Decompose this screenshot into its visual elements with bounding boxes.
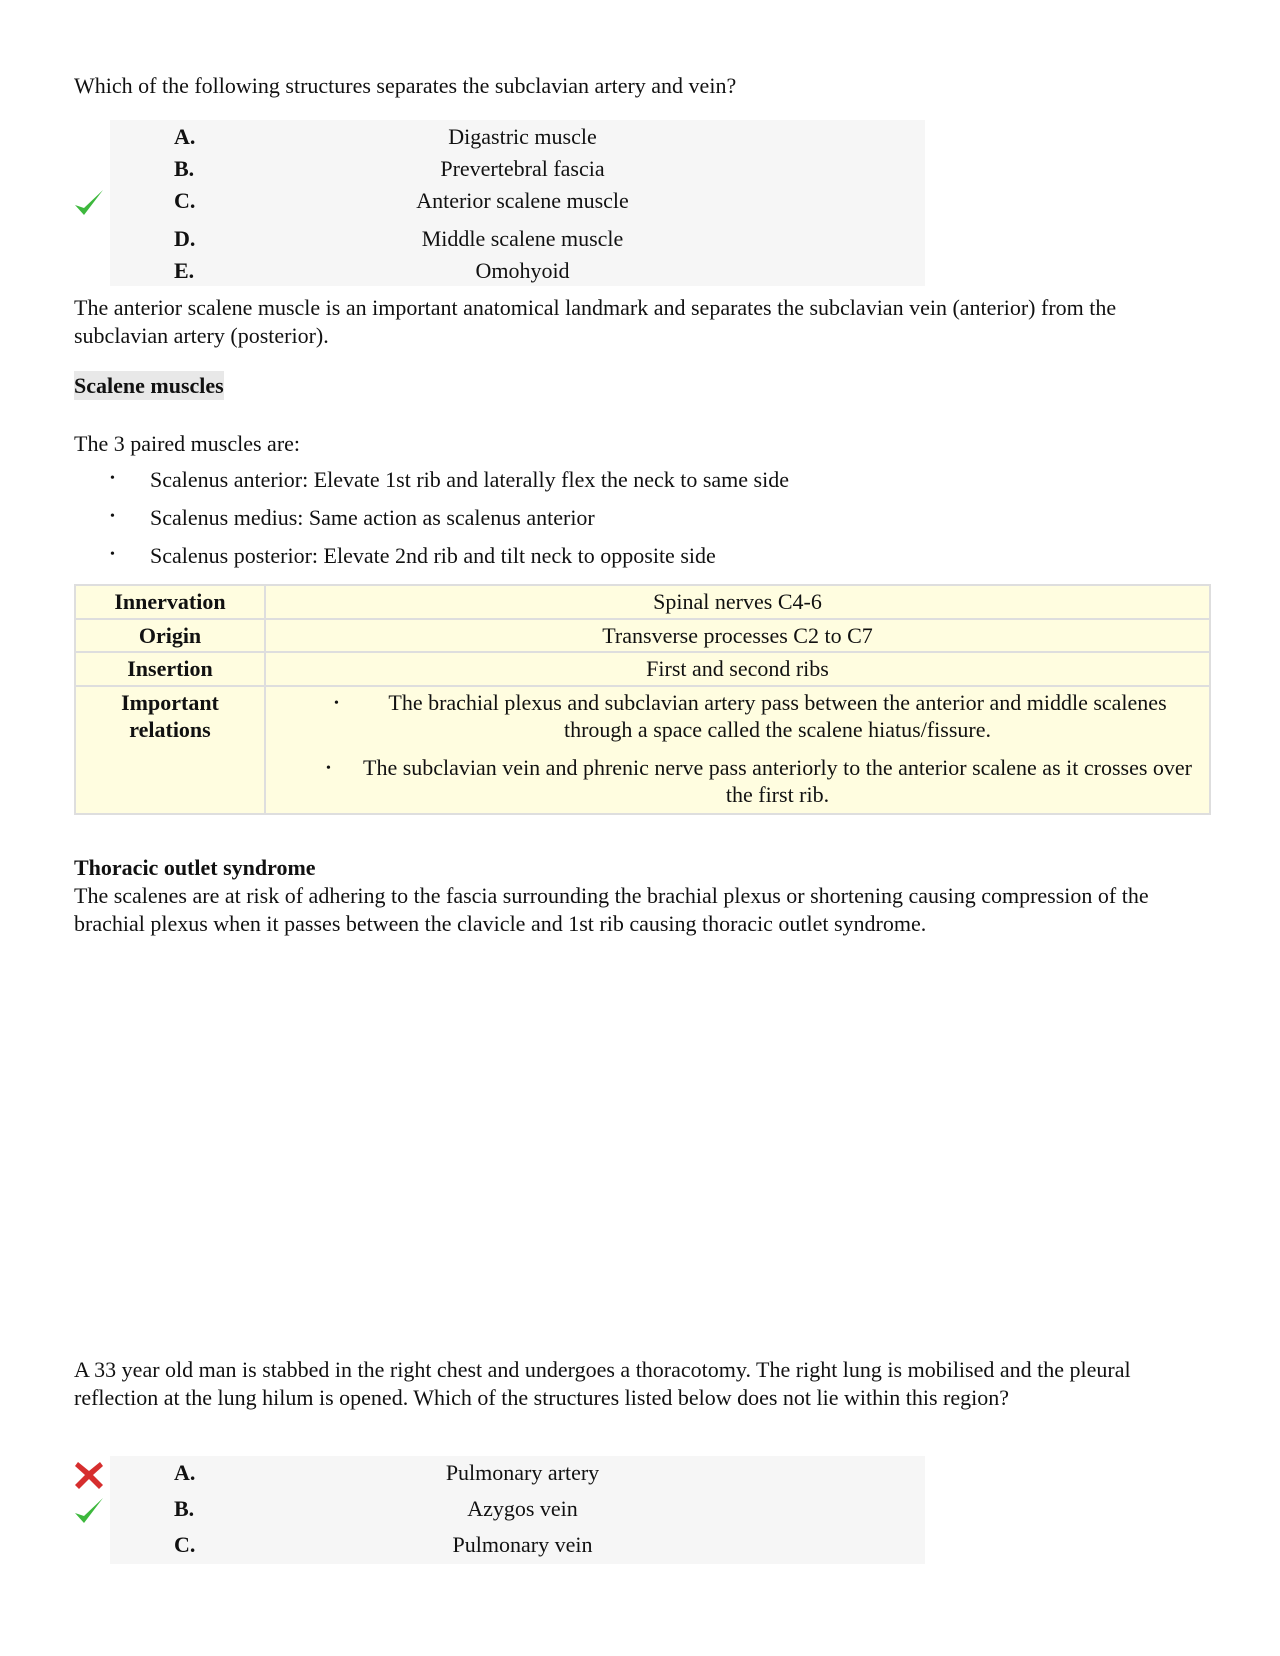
row-label: Innervation — [75, 585, 265, 619]
option-row[interactable] — [110, 152, 925, 184]
option-letter: D. — [174, 226, 196, 251]
row-value: Transverse processes C2 to C7 — [265, 619, 1210, 653]
option-letter: B. — [174, 1496, 195, 1521]
checkmark-icon — [72, 1494, 106, 1528]
checkmark-icon — [72, 186, 106, 220]
option-row[interactable] — [110, 1492, 925, 1528]
question-1-options — [110, 120, 925, 286]
option-text: Anterior scalene muscle — [416, 188, 629, 213]
table-row — [75, 585, 1210, 619]
option-letter: E. — [174, 258, 195, 283]
option-letter: A. — [174, 1460, 196, 1485]
table-row — [75, 686, 1210, 814]
option-text: Pulmonary artery — [445, 1460, 600, 1485]
option-row[interactable] — [110, 184, 925, 222]
list-item: • The subclavian vein and phrenic nerve pass anteriorly to the anterior scalene as it crosses over the first rib. — [326, 754, 1192, 807]
option-letter: C. — [174, 1532, 196, 1557]
question-1-explanation: The anterior scalene muscle is an important anatomical landmark and separates the subclavian vein (anterior) from the subclavian artery (posterior). — [74, 295, 1117, 348]
scalene-info-table — [74, 584, 1211, 815]
option-letter: C. — [174, 188, 196, 213]
option-text: Omohyoid — [475, 258, 570, 283]
list-item: • The brachial plexus and subclavian artery pass between the anterior and middle scalenes through a space called the scalene hiatus/fissure. — [334, 689, 1167, 742]
row-label: Origin — [75, 619, 265, 653]
option-row[interactable] — [110, 254, 925, 286]
question-2-text: A 33 year old man is stabbed in the right chest and undergoes a thoracotomy. The right lung is mobilised and the pleural reflection at the lung hilum is opened. Which of the structures listed below does not lie within this region? — [74, 1357, 1131, 1410]
option-letter: A. — [174, 124, 196, 149]
option-text: Pulmonary vein — [452, 1532, 593, 1557]
tos-text: The scalenes are at risk of adhering to the fascia surrounding the brachial plexus or shortening causing compression of the brachial plexus when it passes between the clavicle and 1st rib causing thoracic outlet syndrome. — [74, 883, 1149, 936]
option-text: Prevertebral fascia — [440, 156, 605, 181]
row-label: Insertion — [75, 652, 265, 686]
option-row[interactable] — [110, 222, 925, 254]
table-row — [75, 619, 1210, 653]
cross-icon — [72, 1458, 106, 1492]
question-1-text: Which of the following structures separates the subclavian artery and vein? — [74, 73, 737, 98]
list-item: • Scalenus anterior: Elevate 1st rib and laterally flex the neck to same side — [110, 467, 789, 492]
row-value: Spinal nerves C4-6 — [265, 585, 1210, 619]
scalene-intro: The 3 paired muscles are: — [74, 431, 301, 456]
question-2-options — [110, 1456, 925, 1564]
section-heading: Scalene muscles — [74, 373, 224, 398]
option-text: Azygos vein — [467, 1496, 578, 1521]
option-letter: B. — [174, 156, 195, 181]
option-row[interactable] — [110, 1528, 925, 1564]
option-row[interactable] — [110, 1456, 925, 1492]
option-text: Digastric muscle — [448, 124, 597, 149]
row-value: First and second ribs — [265, 652, 1210, 686]
option-text: Middle scalene muscle — [421, 226, 624, 251]
row-label: Important relations — [75, 686, 265, 814]
scalene-bullet-list — [110, 464, 1170, 578]
list-item: • Scalenus medius: Same action as scalenus anterior — [110, 505, 595, 530]
row-value — [265, 686, 1210, 814]
section-heading: Thoracic outlet syndrome — [74, 855, 316, 880]
option-row[interactable] — [110, 120, 925, 152]
table-row — [75, 652, 1210, 686]
list-item: • Scalenus posterior: Elevate 2nd rib and tilt neck to opposite side — [110, 543, 716, 568]
